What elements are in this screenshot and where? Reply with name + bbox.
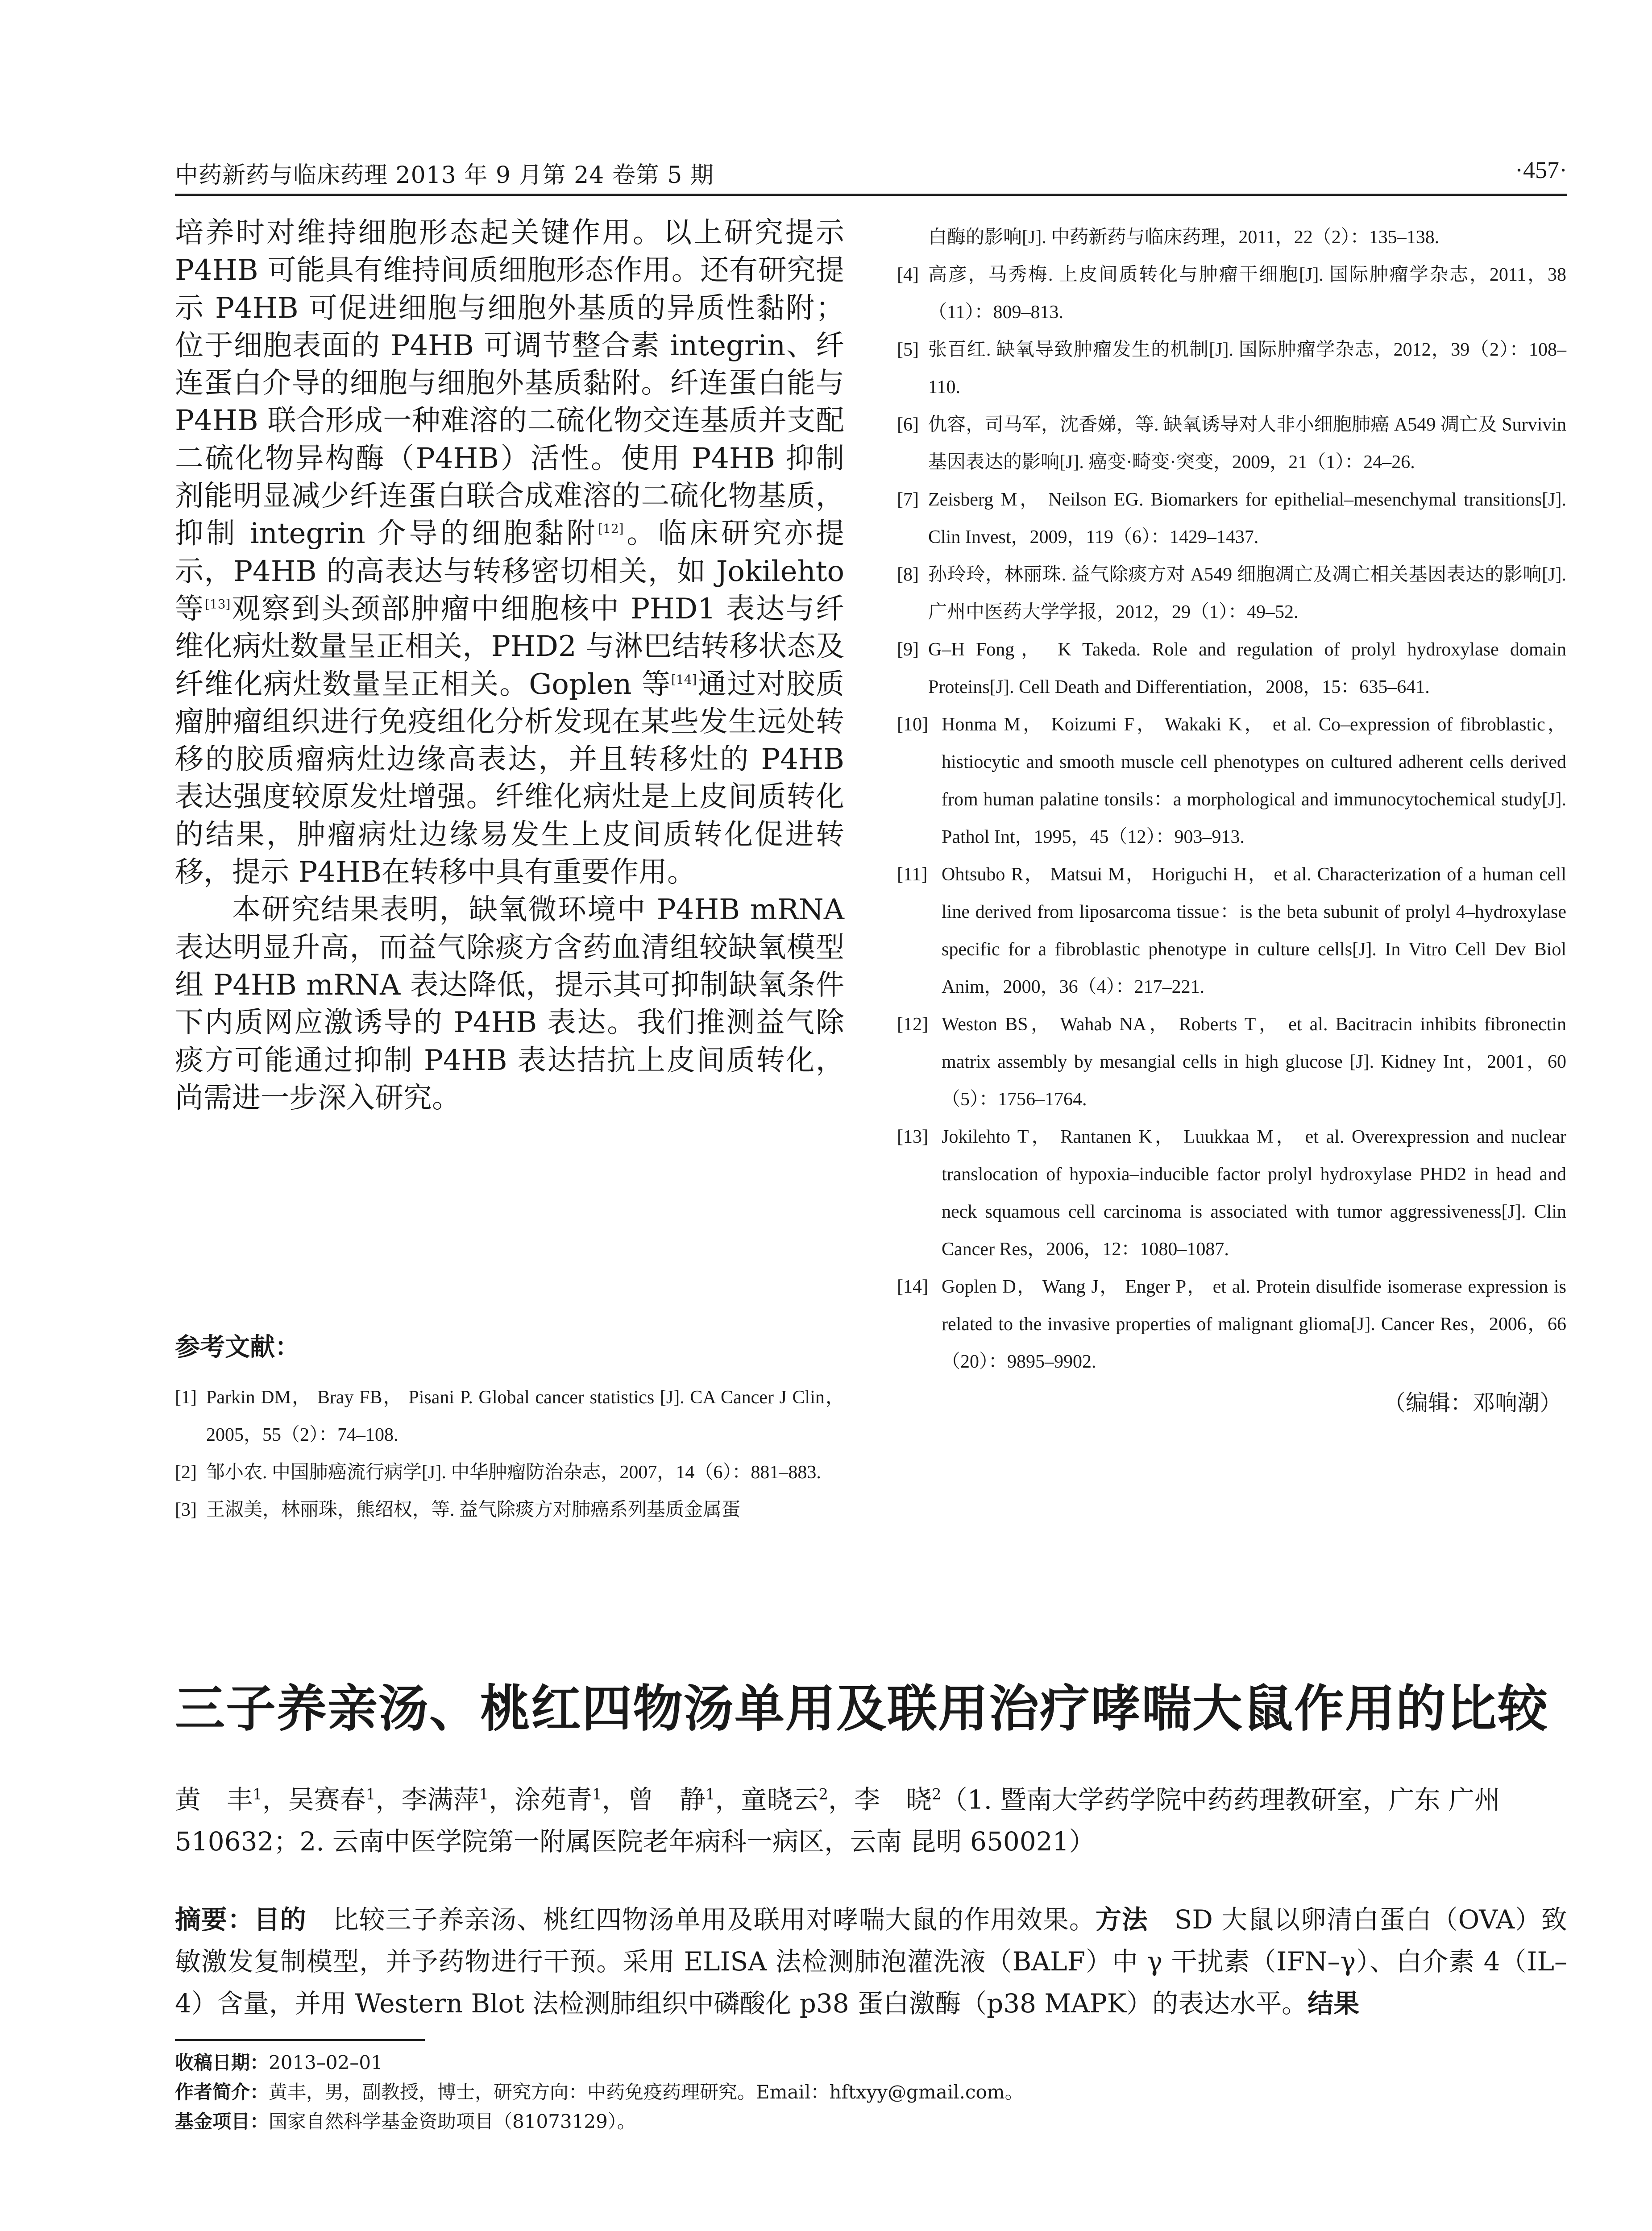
reference-number: [10] — [897, 714, 928, 735]
author-affiliation-mark: 2 — [818, 1786, 829, 1804]
reference-number: [12] — [897, 1014, 928, 1035]
reference-text: Zeisberg M， Neilson EG. Biomarkers for epithelial–mesenchymal transitions[J]. Clin Invest，2009，119（6）：1429–1437. — [928, 489, 1566, 547]
reference-text: Parkin DM， Bray FB， Pisani P. Global cancer statistics [J]. CA Cancer J Clin，2005，55（2）：74–108. — [206, 1387, 844, 1445]
author-list: 黄 丰$^1$，吴赛春$^1$，李满萍$^1$，涂苑青$^1$，曾 静$^1$，童晓云$^2$，李 晓$^2$ — [175, 1784, 942, 1815]
reference-number: [6] — [897, 415, 919, 435]
reference-number: [11] — [897, 864, 928, 885]
author-affiliation-mark: 1 — [479, 1786, 489, 1804]
page-number: ·457· — [1515, 157, 1567, 183]
body-text: 通过对胶质瘤肿瘤组织进行免疫组化分析发现在某些发生远处转移的胶质瘤病灶边缘高表达，并且转移灶的 P4HB 表达强度较原发灶增强。纤维化病灶是上皮间质转化的结果，肿瘤病灶边缘易发生上皮间质转化促进转移，提示 P4HB在转移中具有重要作用。 — [175, 668, 845, 889]
author-name: 李满萍 — [401, 1784, 479, 1815]
result-label: 结果 — [1307, 1988, 1360, 2019]
author-name: 吴赛春 — [288, 1784, 366, 1815]
author-name: 童晓云 — [741, 1784, 819, 1815]
received-date — [175, 2048, 1567, 2078]
reference-text: 孙玲玲，林丽珠. 益气除痰方对 A549 细胞凋亡及凋亡相关基因表达的影响[J]. 广州中医药大学学报，2012，29（1）：49–52. — [928, 564, 1566, 622]
reference-number: [14] — [897, 1277, 928, 1297]
author-name: 涂苑青 — [515, 1784, 593, 1815]
affiliation: （1. 暨南大学药学院中药药理教研室，广东 广州 510632；2. 云南中医学院第一附属医院老年病科一病区，云南 昆明 650021） — [175, 1784, 1500, 1857]
author-name: 李 晓 — [854, 1784, 932, 1815]
author-affiliation-mark: 2 — [932, 1786, 942, 1804]
purpose-label: 目的 — [253, 1904, 307, 1935]
reference-item — [897, 481, 1566, 556]
reference-item — [897, 331, 1566, 406]
body-paragraph-1 — [175, 214, 844, 891]
method-text: SD 大鼠以卵清白蛋白（OVA）致敏激发复制模型，并予药物进行干预。采用 ELISA 法检测肺泡灌洗液（BALF）中 γ 干扰素（IFN–γ）、白介素 4（IL–4）含量，并用 Western Blot 法检测肺组织中磷酸化 p38 蛋白激酶（p38 MAPK）的表达水平。 — [175, 1904, 1567, 2019]
reference-item — [897, 706, 1566, 856]
left-body-column — [175, 214, 844, 1117]
body-text: 观察到头颈部肿瘤中细胞核中 PHD1 表达与纤维化病灶数量呈正相关，PHD2 与淋巴结转移状态及纤维化病灶数量呈正相关。Goplen 等 — [175, 592, 845, 701]
journal-issue-line: 中药新药与临床药理 2013 年 9 月第 24 卷第 5 期 — [175, 162, 714, 189]
author-line — [175, 1774, 1567, 1862]
reference-item — [175, 1379, 844, 1454]
header-rule — [175, 194, 1567, 196]
citation: [12] — [598, 522, 624, 537]
author-bio-label: 作者简介： — [175, 2081, 269, 2103]
reference-number: [4] — [897, 265, 919, 285]
reference-number: [5] — [897, 340, 919, 360]
received-label: 收稿日期： — [175, 2052, 269, 2073]
received-value: 2013–02–01 — [269, 2052, 383, 2073]
author-affiliation-mark: 1 — [365, 1786, 376, 1804]
article-title: 三子养亲汤、桃红四物汤单用及联用治疗哮喘大鼠作用的比较 — [175, 1680, 1548, 1738]
reference-item — [897, 631, 1566, 706]
author-name: 曾 静 — [627, 1784, 706, 1815]
reference-text: Jokilehto T， Rantanen K， Luukkaa M， et al. Overexpression and nuclear translocation of hypoxia–inducible factor prolyl hydroxylase PHD2 in head and neck squamous cell carcinoma is associated with tumor aggressiveness[J]. Clin Cancer Res，2006，12：1080–1087. — [942, 1127, 1566, 1260]
reference-text: G–H Fong， K Takeda. Role and regulation of prolyl hydroxylase domain Proteins[J]. Cell Death and Differentiation，2008，15：635–641. — [928, 639, 1566, 697]
reference-item — [897, 1118, 1566, 1268]
references-right-list — [897, 219, 1566, 1381]
citation: [14] — [671, 672, 697, 687]
author-affiliation-mark: 1 — [592, 1786, 602, 1804]
reference-text: 张百红. 缺氧导致肿瘤发生的机制[J]. 国际肿瘤学杂志，2012，39（2）：108–110. — [928, 340, 1566, 398]
references-left — [175, 1379, 844, 1529]
reference-text: 高彦，马秀梅. 上皮间质转化与肿瘤干细胞[J]. 国际肿瘤学杂志，2011，38（11）：809–813. — [928, 265, 1566, 323]
body-paragraph-2: 本研究结果表明，缺氧微环境中 P4HB mRNA 表达明显升高，而益气除痰方含药血清组较缺氧模型组 P4HB mRNA 表达降低，提示其可抑制缺氧条件下内质网应激诱导的 P4HB 表达。我们推测益气除痰方可能通过抑制 P4HB 表达拮抗上皮间质转化，尚需进一步深入研究。 — [175, 893, 844, 1115]
references-heading: 参考文献： — [175, 1333, 300, 1362]
body-text: 培养时对维持细胞形态起关键作用。以上研究提示P4HB 可能具有维持间质细胞形态作用。还有研究提示 P4HB 可促进细胞与细胞外基质的异质性黏附；位于细胞表面的 P4HB 可调节整合素 integrin、纤连蛋白介导的细胞与细胞外基质黏附。纤连蛋白能与P4HB 联合形成一种难溶的二硫化物交连基质并支配二硫化物异构酶（P4HB）活性。使用 P4HB 抑制剂能明显减少纤连蛋白联合成难溶的二硫化物基质，抑制 integrin 介导的细胞黏附 — [175, 216, 844, 551]
abstract-label: 摘要： — [175, 1904, 254, 1935]
footnotes — [175, 2048, 1567, 2136]
references-right — [897, 219, 1566, 1417]
reference-number: [1] — [175, 1387, 197, 1408]
reference-number: [7] — [897, 489, 919, 510]
reference-number: [13] — [897, 1127, 928, 1147]
reference-text: Honma M， Koizumi F， Wakaki K， et al. Co–expression of fibroblastic，histiocytic and smooth muscle cell phenotypes on cultured adherent cells derived from human palatine tonsils：a morphological and immunocytochemical study[J]. Pathol Int，1995，45（12）：903–913. — [942, 714, 1566, 847]
funding-label: 基金项目： — [175, 2111, 269, 2132]
funding-value: 国家自然科学基金资助项目（81073129）。 — [269, 2111, 636, 2132]
reference-text: 王淑美，林丽珠，熊绍权，等. 益气除痰方对肺癌系列基质金属蛋 — [206, 1500, 741, 1520]
reference-text: 邹小农. 中国肺癌流行病学[J]. 中华肿瘤防治杂志，2007，14（6）：881–883. — [206, 1462, 821, 1483]
reference-item — [897, 256, 1566, 331]
reference-item — [897, 856, 1566, 1006]
reference-item — [897, 406, 1566, 481]
reference-item — [897, 556, 1566, 631]
funding — [175, 2107, 1567, 2136]
reference-text: Weston BS， Wahab NA， Roberts T， et al. Bacitracin inhibits fibronectin matrix assembly by mesangial cells in high glucose [J]. Kidney Int，2001，60（5）：1756–1764. — [942, 1014, 1566, 1110]
author-bio-value: 黄丰，男，副教授，博士，研究方向：中药免疫药理研究。Email：hftxyy@gmail.com。 — [269, 2081, 1024, 2103]
abstract — [175, 1899, 1567, 2024]
author-bio — [175, 2078, 1567, 2107]
purpose-text: 比较三子养亲汤、桃红四物汤单用及联用对哮喘大鼠的作用效果。 — [332, 1904, 1096, 1935]
reference-text: 白酶的影响[J]. 中药新药与临床药理，2011，22（2）：135–138. — [928, 227, 1440, 248]
reference-item — [175, 1454, 844, 1491]
reference-number: [9] — [897, 639, 919, 660]
reference-text: Ohtsubo R， Matsui M， Horiguchi H， et al. Characterization of a human cell line derived from liposarcoma tissue：is the beta subunit of prolyl 4–hydroxylase specific for a fibroblastic phenotype in culture cells[J]. In Vitro Cell Dev Biol Anim，2000，36（4）：217–221. — [942, 864, 1566, 997]
reference-number: [3] — [175, 1500, 197, 1520]
reference-item — [897, 1006, 1566, 1118]
reference-text: 仇容，司马军，沈香娣，等. 缺氧诱导对人非小细胞肺癌 A549 凋亡及 Survivin 基因表达的影响[J]. 癌变·畸变·突变，2009，21（1）：24–26. — [928, 415, 1566, 473]
reference-item — [897, 219, 1566, 256]
method-label: 方法 — [1095, 1904, 1148, 1935]
author-affiliation-mark: 1 — [253, 1786, 262, 1804]
citation: [13] — [204, 597, 231, 612]
reference-text: Goplen D， Wang J， Enger P， et al. Protein disulfide isomerase expression is related to the invasive properties of malignant glioma[J]. Cancer Res，2006，66（20）：9895–9902. — [942, 1277, 1567, 1372]
author-name: 黄 丰 — [175, 1784, 253, 1815]
reference-number: [8] — [897, 564, 919, 585]
running-header — [175, 156, 1567, 189]
editor-credit: （编辑：邓响潮） — [1383, 1390, 1562, 1416]
reference-item — [897, 1268, 1566, 1381]
author-affiliation-mark: 1 — [705, 1786, 715, 1804]
reference-item — [175, 1491, 844, 1529]
reference-number: [2] — [175, 1462, 197, 1483]
body-text: 。临床研究亦提示，P4HB 的高表达与转移密切相关，如 Jokilehto 等 — [175, 517, 845, 626]
footnote-rule — [175, 2039, 425, 2041]
